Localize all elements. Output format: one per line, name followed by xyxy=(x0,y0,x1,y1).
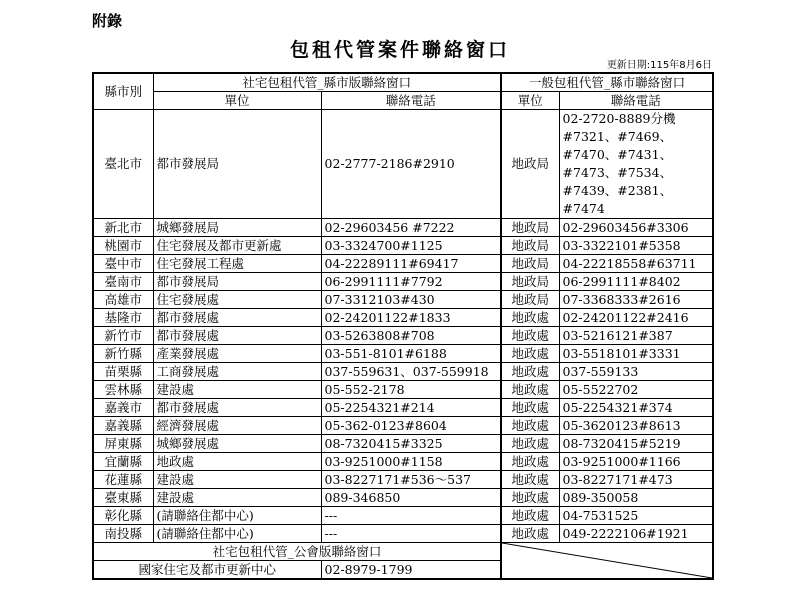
gen-unit-cell: 地政局 xyxy=(501,219,559,237)
county-cell: 屏東縣 xyxy=(93,435,153,453)
header-social-group: 社宅包租代管_縣市版聯絡窗口 xyxy=(153,73,501,92)
gen-phone-cell: 03-8227171#473 xyxy=(559,471,713,489)
gen-phone-cell: 05-3620123#8613 xyxy=(559,417,713,435)
table-row xyxy=(93,435,713,453)
unit-cell: 地政處 xyxy=(153,453,321,471)
unit-cell: 都市發展處 xyxy=(153,399,321,417)
phone-cell: 05-2254321#214 xyxy=(321,399,501,417)
gen-phone-cell: 04-7531525 xyxy=(559,507,713,525)
phone-cell: 06-2991111#7792 xyxy=(321,273,501,291)
unit-cell: 都市發展局 xyxy=(153,273,321,291)
gen-unit-cell: 地政處 xyxy=(501,327,559,345)
gen-phone-cell: 03-9251000#1166 xyxy=(559,453,713,471)
footer-unit: 國家住宅及都市更新中心 xyxy=(93,561,321,580)
phone-cell: 03-9251000#1158 xyxy=(321,453,501,471)
phone-cell: 08-7320415#3325 xyxy=(321,435,501,453)
table-row xyxy=(93,507,713,525)
county-cell: 基隆市 xyxy=(93,309,153,327)
phone-cell: 089-346850 xyxy=(321,489,501,507)
phone-cell: 07-3312103#430 xyxy=(321,291,501,309)
table-row xyxy=(93,327,713,345)
gen-phone-cell: 02-24201122#2416 xyxy=(559,309,713,327)
table-row xyxy=(93,489,713,507)
gen-unit-cell: 地政處 xyxy=(501,417,559,435)
gen-phone-cell: 089-350058 xyxy=(559,489,713,507)
unit-cell: 住宅發展處 xyxy=(153,291,321,309)
gen-unit-cell: 地政處 xyxy=(501,489,559,507)
county-cell: 新竹市 xyxy=(93,327,153,345)
gen-phone-cell: 03-5216121#387 xyxy=(559,327,713,345)
table-row xyxy=(93,345,713,363)
contact-table xyxy=(92,72,714,580)
phone-cell: 02-2777-2186#2910 xyxy=(321,110,501,219)
page-title: 包租代管案件聯絡窗口 xyxy=(289,39,510,61)
header-gen-phone: 聯絡電話 xyxy=(559,92,713,110)
gen-unit-cell: 地政處 xyxy=(501,471,559,489)
unit-cell: 都市發展處 xyxy=(153,309,321,327)
phone-cell: 03-551-8101#6188 xyxy=(321,345,501,363)
gen-phone-line: #7321、#7469、 xyxy=(562,129,673,144)
gen-phone-cell: 03-5518101#3331 xyxy=(559,345,713,363)
table-row xyxy=(93,255,713,273)
table-row xyxy=(93,399,713,417)
footer-empty-cell xyxy=(501,543,713,580)
gen-unit-cell: 地政處 xyxy=(501,399,559,417)
gen-phone-cell: 06-2991111#8402 xyxy=(559,273,713,291)
gen-phone-cell: 02-29603456#3306 xyxy=(559,219,713,237)
county-cell: 臺北市 xyxy=(93,110,153,219)
gen-unit-cell: 地政局 xyxy=(501,255,559,273)
header-gen-unit: 單位 xyxy=(501,92,559,110)
gen-unit-cell: 地政局 xyxy=(501,273,559,291)
gen-unit-cell: 地政處 xyxy=(501,435,559,453)
gen-unit-cell: 地政局 xyxy=(501,237,559,255)
county-cell: 新竹縣 xyxy=(93,345,153,363)
unit-cell: 城鄉發展處 xyxy=(153,435,321,453)
unit-cell: 產業發展處 xyxy=(153,345,321,363)
unit-cell: 經濟發展處 xyxy=(153,417,321,435)
header-unit: 單位 xyxy=(153,92,321,110)
gen-phone-cell: 03-3322101#5358 xyxy=(559,237,713,255)
gen-phone-cell: 04-22218558#63711 xyxy=(559,255,713,273)
table-row xyxy=(93,417,713,435)
header-phone: 聯絡電話 xyxy=(321,92,501,110)
phone-cell: 05-552-2178 xyxy=(321,381,501,399)
header-county: 縣市別 xyxy=(93,73,153,110)
gen-unit-cell: 地政處 xyxy=(501,381,559,399)
county-cell: 雲林縣 xyxy=(93,381,153,399)
gen-unit-cell: 地政處 xyxy=(501,309,559,327)
gen-unit-cell: 地政處 xyxy=(501,345,559,363)
table-row xyxy=(93,453,713,471)
phone-cell: 02-24201122#1833 xyxy=(321,309,501,327)
phone-cell: 03-3324700#1125 xyxy=(321,237,501,255)
unit-cell: 住宅發展及都市更新處 xyxy=(153,237,321,255)
unit-cell: 建設處 xyxy=(153,489,321,507)
phone-cell: 037-559631、037-559918 xyxy=(321,363,501,381)
phone-cell: --- xyxy=(321,525,501,543)
diagonal-line xyxy=(502,543,712,578)
unit-cell: 住宅發展工程處 xyxy=(153,255,321,273)
table-row-taipei xyxy=(93,110,713,219)
county-cell: 宜蘭縣 xyxy=(93,453,153,471)
unit-cell: 建設處 xyxy=(153,381,321,399)
gen-phone-cell: 037-559133 xyxy=(559,363,713,381)
phone-cell: 04-22289111#69417 xyxy=(321,255,501,273)
appendix-label: 附錄 xyxy=(92,12,123,30)
county-cell: 桃園市 xyxy=(93,237,153,255)
table-row xyxy=(93,381,713,399)
unit-cell: 工商發展處 xyxy=(153,363,321,381)
unit-cell: 建設處 xyxy=(153,471,321,489)
county-cell: 南投縣 xyxy=(93,525,153,543)
table-row xyxy=(93,309,713,327)
gen-phone-cell: 05-2254321#374 xyxy=(559,399,713,417)
unit-cell: (請聯絡住都中心) xyxy=(153,525,321,543)
gen-unit-cell: 地政局 xyxy=(501,110,559,219)
table-row xyxy=(93,471,713,489)
update-date: 更新日期:115年8月6日 xyxy=(606,60,712,71)
county-cell: 嘉義市 xyxy=(93,399,153,417)
table-row xyxy=(93,237,713,255)
unit-cell: 都市發展局 xyxy=(153,110,321,219)
gen-phone-cell: 05-5522702 xyxy=(559,381,713,399)
gen-phone-cell: 08-7320415#5219 xyxy=(559,435,713,453)
county-cell: 苗栗縣 xyxy=(93,363,153,381)
phone-cell: 02-29603456 #7222 xyxy=(321,219,501,237)
table-row xyxy=(93,273,713,291)
footer-phone: 02-8979-1799 xyxy=(321,561,501,580)
gen-unit-cell: 地政局 xyxy=(501,291,559,309)
table-row xyxy=(93,525,713,543)
phone-cell: --- xyxy=(321,507,501,525)
gen-phone-line: #7473、#7534、 xyxy=(562,165,673,180)
county-cell: 新北市 xyxy=(93,219,153,237)
table-row xyxy=(93,291,713,309)
phone-cell: 03-5263808#708 xyxy=(321,327,501,345)
gen-phone-line: #7439、#2381、#7474 xyxy=(562,183,673,216)
county-cell: 花蓮縣 xyxy=(93,471,153,489)
gen-phone-line: #7470、#7431、 xyxy=(562,147,673,162)
county-cell: 高雄市 xyxy=(93,291,153,309)
table-row xyxy=(93,363,713,381)
county-cell: 臺東縣 xyxy=(93,489,153,507)
county-cell: 臺南市 xyxy=(93,273,153,291)
unit-cell: 城鄉發展局 xyxy=(153,219,321,237)
county-cell: 嘉義縣 xyxy=(93,417,153,435)
footer-group: 社宅包租代管_公會版聯絡窗口 xyxy=(93,543,501,561)
county-cell: 臺中市 xyxy=(93,255,153,273)
gen-unit-cell: 地政處 xyxy=(501,363,559,381)
gen-phone-cell: 07-3368333#2616 xyxy=(559,291,713,309)
gen-unit-cell: 地政處 xyxy=(501,507,559,525)
county-cell: 彰化縣 xyxy=(93,507,153,525)
gen-unit-cell: 地政處 xyxy=(501,453,559,471)
phone-cell: 03-8227171#536～537 xyxy=(321,471,501,489)
phone-cell: 05-362-0123#8604 xyxy=(321,417,501,435)
header-general-group: 一般包租代管_縣市聯絡窗口 xyxy=(501,73,713,92)
gen-phone-cell xyxy=(559,110,713,219)
table-row xyxy=(93,219,713,237)
unit-cell: (請聯絡住都中心) xyxy=(153,507,321,525)
gen-phone-line: 02-2720-8889分機 xyxy=(562,111,676,126)
gen-unit-cell: 地政處 xyxy=(501,525,559,543)
gen-phone-cell: 049-2222106#1921 xyxy=(559,525,713,543)
unit-cell: 都市發展處 xyxy=(153,327,321,345)
